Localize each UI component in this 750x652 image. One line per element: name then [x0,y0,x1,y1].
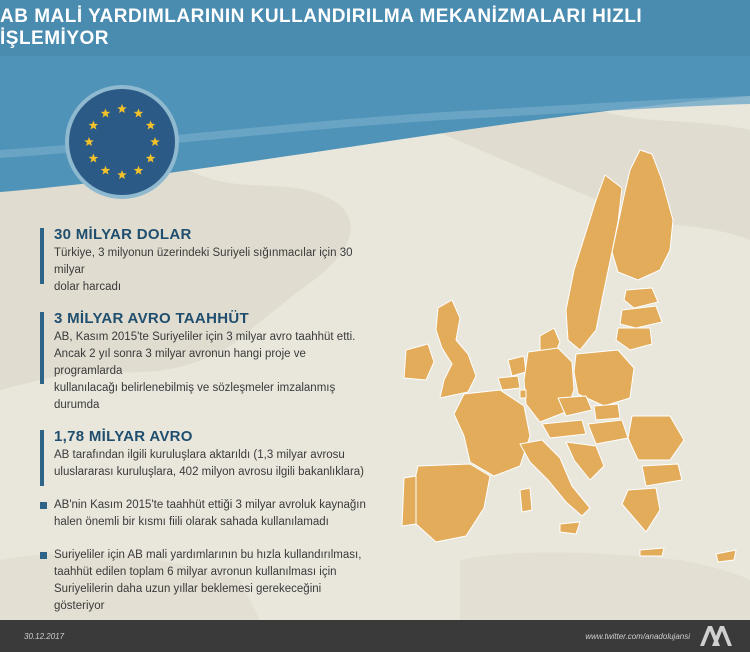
section-heading: 1,78 MİLYAR AVRO [54,428,193,445]
section-1-78-milyar [40,428,370,481]
section-text: AB tarafından ilgili kuruluşlara aktarıldı (1,3 milyar avrosu uluslararası kuruluşlara, 402 milyon avrosu ilgili bakanlıklara) [54,449,365,478]
section-text: AB, Kasım 2015'te Suriyeliler için 3 milyar avro taahhüt etti. Ancak 2 yıl sonra 3 milyar avronun hangi proje ve programlarda kullanılacağı belirlenebilmiş ve sözleşmeler imzalanmış durumda [54,331,356,411]
footer [0,620,750,652]
header [0,0,750,56]
eu-stars-emblem-icon [64,84,180,200]
section-accent-bar [40,312,44,384]
bullet-item: AB'nin Kasım 2015'te taahhüt ettiği 3 milyar avroluk kaynağın halen önemli bir kısmı fiili olarak sahada kullanılamadı [40,497,370,531]
footer-date: 30.12.2017 [24,632,65,641]
section-text: Türkiye, 3 milyonun üzerindeki Suriyeli sığınmacılar için 30 milyar dolar harcadı [54,247,353,293]
content-column [40,226,370,615]
section-heading: 3 MİLYAR AVRO TAAHHÜT [54,310,249,327]
bullet-square [40,552,47,559]
bullet-item: Suriyeliler için AB mali yardımlarının bu hızla kullandırılması, taahhüt edilen toplam 6 milyar avronun kullanılması için Suriyelilerin daha uzun yıllar beklemesi gerekeceğini gösteriyor [40,547,370,615]
page-title: AB MALİ YARDIMLARININ KULLANDIRILMA MEKANİZMALARI HIZLI İŞLEMİYOR [0,6,643,49]
section-accent-bar [40,430,44,486]
section-accent-bar [40,228,44,284]
section-3-milyar [40,310,370,414]
aa-logo-icon [698,624,734,648]
bullet-square [40,502,47,509]
europe-map-icon [390,140,750,620]
section-heading: 30 MİLYAR DOLAR [54,226,192,243]
twitter-link[interactable]: www.twitter.com/anadolujansi [585,632,690,641]
section-30-milyar [40,226,370,296]
